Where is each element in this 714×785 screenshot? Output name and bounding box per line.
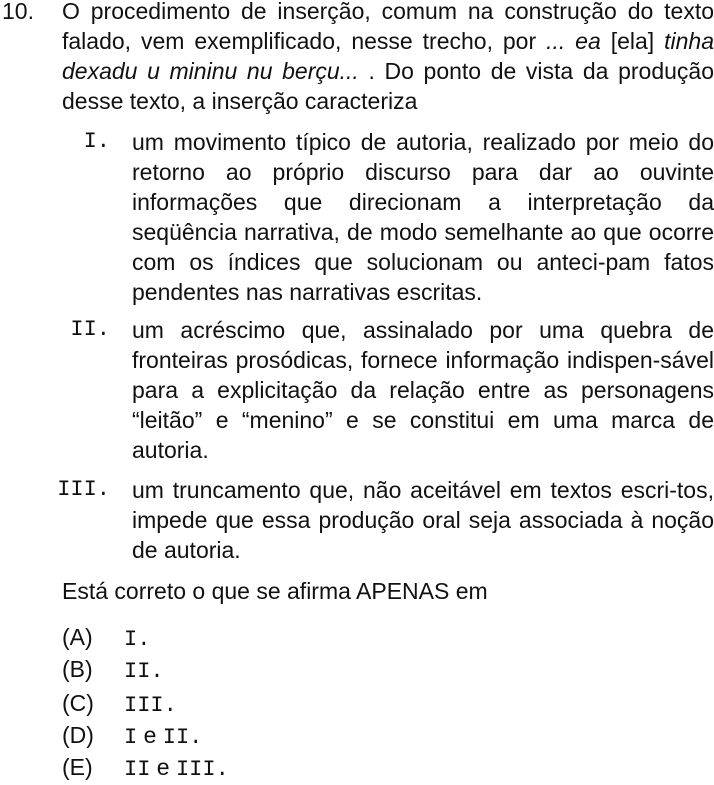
stem-bracket: [ela] bbox=[600, 28, 665, 54]
option-letter: (E) bbox=[62, 754, 93, 780]
stem-text-end: . Do ponto de vista da produção desse texto, a inserção caracteriza bbox=[62, 58, 714, 114]
statement-label-1: I. bbox=[83, 129, 110, 154]
question-number: 10. bbox=[2, 0, 34, 24]
option-value bbox=[124, 754, 229, 782]
option-value bbox=[124, 722, 203, 750]
stem-example-italic: ... ea bbox=[546, 28, 601, 54]
question-prompt: Está correto o que se afirma APENAS em bbox=[62, 578, 488, 604]
option-value bbox=[124, 659, 164, 684]
stem-text: O procedimento de inserção, comum na construção do texto falado, vem exemplificado, nesse trecho, por bbox=[62, 0, 714, 54]
option-value bbox=[124, 693, 177, 718]
statement-text-3: um truncamento que, não aceitável em textos escri-tos, impede que essa produção oral seja associada à noção de autoria. bbox=[132, 477, 714, 563]
option-connector: e bbox=[150, 754, 176, 780]
stem-example-quote: tinha dexadu u mininu nu berçu... bbox=[62, 28, 714, 84]
option-c[interactable] bbox=[62, 688, 177, 718]
option-letter: (C) bbox=[62, 690, 94, 716]
option-letter: (B) bbox=[62, 656, 93, 682]
option-roman-first: I bbox=[124, 725, 138, 750]
option-letter: (A) bbox=[62, 624, 93, 650]
option-roman-first: III. bbox=[124, 693, 177, 718]
option-letter: (D) bbox=[62, 722, 94, 748]
option-roman-first: II. bbox=[124, 659, 164, 684]
option-connector: e bbox=[137, 722, 163, 748]
option-value bbox=[124, 627, 150, 652]
statement-label-3: III. bbox=[57, 477, 110, 502]
option-d[interactable] bbox=[62, 720, 202, 750]
statement-text-1: um movimento típico de autoria, realizado por meio do retorno ao próprio discurso para dar ao ouvinte informações que direcionam a interpretação da seqüência narrativa, de modo semelhante ao que ocorre com os índices que solucionam ou anteci-pam fatos pendentes nas narrativas escritas. bbox=[132, 129, 714, 305]
option-roman-first: I. bbox=[124, 627, 151, 652]
question-stem bbox=[62, 0, 714, 116]
statement-text-2: um acréscimo que, assinalado por uma quebra de fronteiras prosódicas, fornece informação indispen-sável para a explicitação da relação entre as personagens “leitão” e “menino” e se constitui em uma marca de autoria. bbox=[132, 317, 714, 463]
option-a[interactable] bbox=[62, 622, 150, 652]
option-roman-first: II bbox=[124, 757, 151, 782]
statement-label-2: II. bbox=[70, 317, 110, 342]
option-roman-second: II. bbox=[162, 725, 203, 750]
option-roman-second: III. bbox=[175, 757, 229, 782]
option-b[interactable] bbox=[62, 654, 164, 684]
option-e[interactable] bbox=[62, 752, 229, 782]
